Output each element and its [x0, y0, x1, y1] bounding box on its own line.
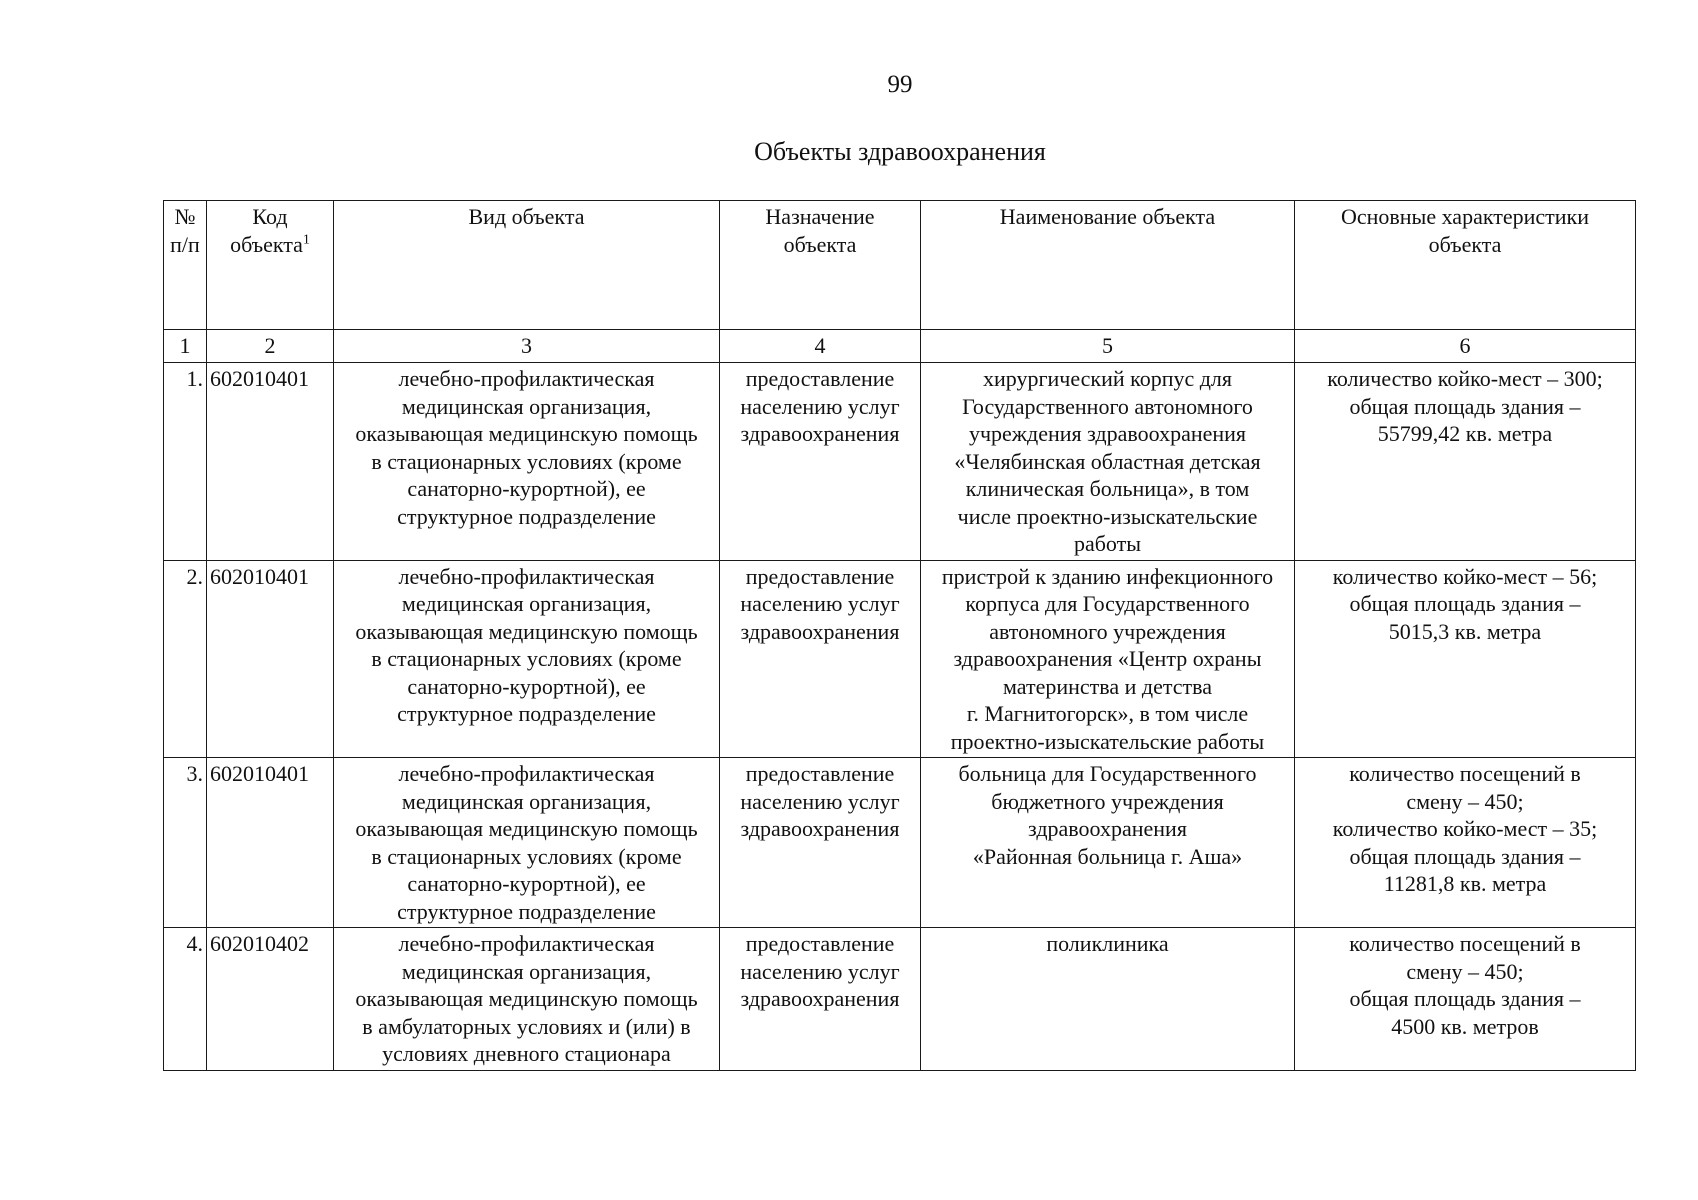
- row-number: 2.: [164, 560, 207, 758]
- object-code: 602010401: [207, 363, 334, 561]
- object-type: лечебно-профилактическая медицинская организация, оказывающая медицинскую помощь в стационарных условиях (кроме санаторно-курортной), ее структурное подразделение: [334, 560, 720, 758]
- object-type: лечебно-профилактическая медицинская организация, оказывающая медицинскую помощь в амбулаторных условиях и (или) в условиях дневного стационара: [334, 928, 720, 1071]
- object-name: поликлиника: [921, 928, 1295, 1071]
- header-purpose: Назначение объекта: [720, 201, 921, 330]
- column-number: 4: [720, 330, 921, 363]
- object-characteristics: количество койко-мест – 300; общая площадь здания – 55799,42 кв. метра: [1295, 363, 1636, 561]
- object-name: хирургический корпус для Государственного автономного учреждения здравоохранения «Челябинская областная детская клиническая больница», в том числе проектно-изыскательские работы: [921, 363, 1295, 561]
- object-purpose: предоставление населению услуг здравоохранения: [720, 363, 921, 561]
- column-number: 3: [334, 330, 720, 363]
- column-number: 5: [921, 330, 1295, 363]
- row-number: 1.: [164, 363, 207, 561]
- row-number: 3.: [164, 758, 207, 928]
- header-characteristics: Основные характеристики объекта: [1295, 201, 1636, 330]
- object-purpose: предоставление населению услуг здравоохранения: [720, 560, 921, 758]
- table-row: [164, 363, 1636, 561]
- table-row: [164, 758, 1636, 928]
- page-number: 99: [887, 71, 913, 98]
- column-number: 1: [164, 330, 207, 363]
- table-row: [164, 928, 1636, 1071]
- object-characteristics: количество посещений в смену – 450; количество койко-мест – 35; общая площадь здания – 11281,8 кв. метра: [1295, 758, 1636, 928]
- object-code: 602010401: [207, 758, 334, 928]
- column-number-row: [164, 330, 1636, 363]
- document-title: Объекты здравоохранения: [754, 137, 1046, 166]
- header-row: [164, 201, 1636, 330]
- object-name: пристрой к зданию инфекционного корпуса для Государственного автономного учреждения здравоохранения «Центр охраны материнства и детства г. Магнитогорск», в том числе проектно-изыскательские работы: [921, 560, 1295, 758]
- column-number: 2: [207, 330, 334, 363]
- object-purpose: предоставление населению услуг здравоохранения: [720, 758, 921, 928]
- object-type: лечебно-профилактическая медицинская организация, оказывающая медицинскую помощь в стационарных условиях (кроме санаторно-курортной), ее структурное подразделение: [334, 758, 720, 928]
- object-characteristics: количество койко-мест – 56; общая площадь здания – 5015,3 кв. метра: [1295, 560, 1636, 758]
- object-type: лечебно-профилактическая медицинская организация, оказывающая медицинскую помощь в стационарных условиях (кроме санаторно-курортной), ее структурное подразделение: [334, 363, 720, 561]
- table-row: [164, 560, 1636, 758]
- object-purpose: предоставление населению услуг здравоохранения: [720, 928, 921, 1071]
- object-name: больница для Государственного бюджетного учреждения здравоохранения «Районная больница г. Аша»: [921, 758, 1295, 928]
- row-number: 4.: [164, 928, 207, 1071]
- healthcare-objects-table: [163, 200, 1636, 1071]
- header-code-footnote: 1: [302, 232, 310, 248]
- column-number: 6: [1295, 330, 1636, 363]
- header-code: [207, 201, 334, 330]
- object-code: 602010401: [207, 560, 334, 758]
- header-type: Вид объекта: [334, 201, 720, 330]
- object-characteristics: количество посещений в смену – 450; общая площадь здания – 4500 кв. метров: [1295, 928, 1636, 1071]
- object-code: 602010402: [207, 928, 334, 1071]
- header-num: № п/п: [164, 201, 207, 330]
- header-name: Наименование объекта: [921, 201, 1295, 330]
- header-code-label: Код объекта: [230, 204, 303, 257]
